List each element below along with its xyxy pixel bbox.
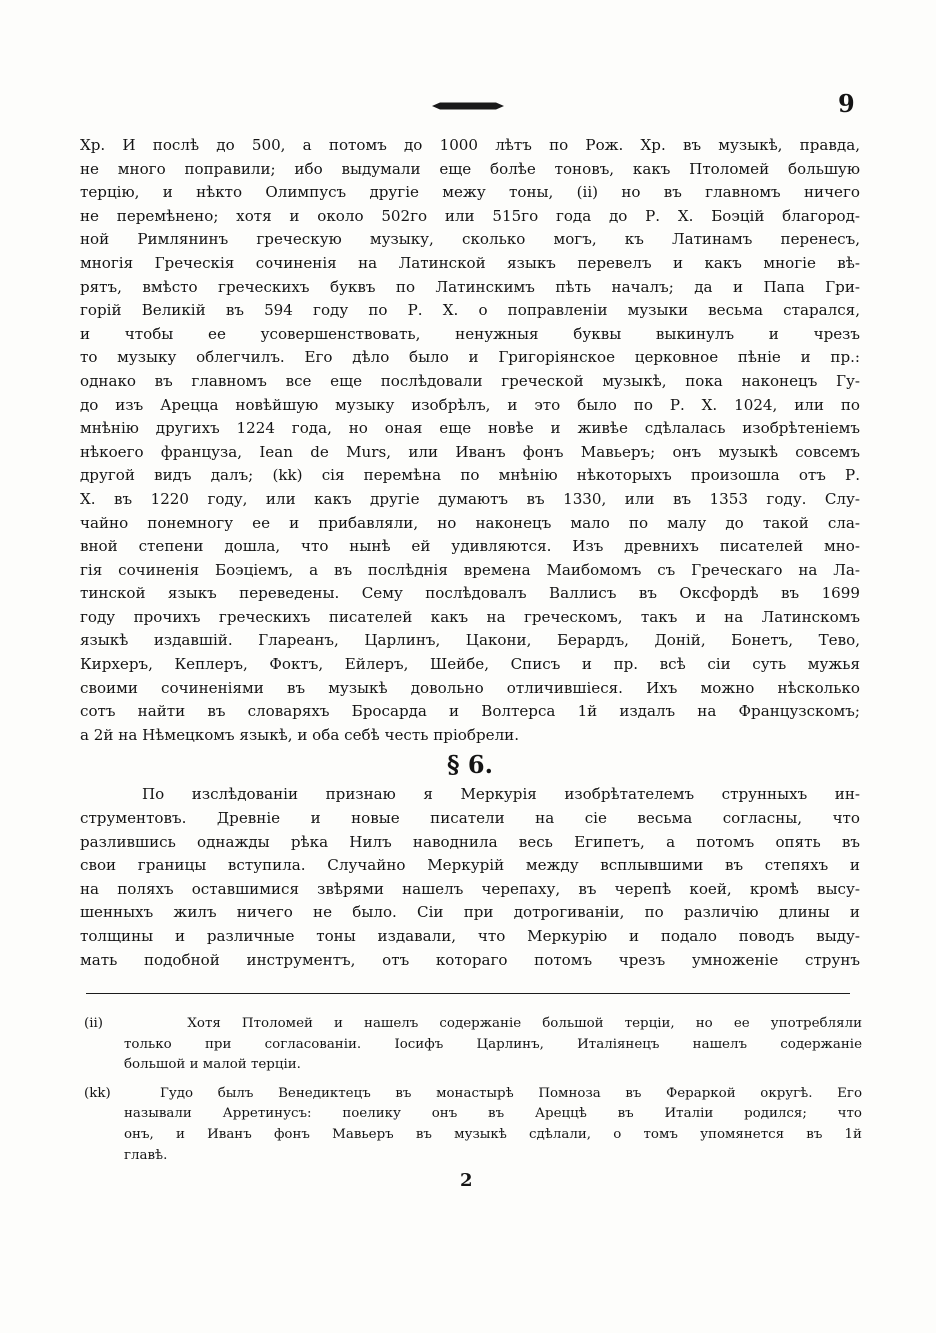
text-line: до изъ Арецца новѣйшую музыку изобрѣлъ, и это было по Р. Х. 1024, или по: [80, 395, 860, 414]
text-line: разлившись однажды рѣка Нилъ наводнила весь Египетъ, а потомъ опять въ: [80, 832, 860, 851]
footnote-line: главѣ.: [124, 1147, 168, 1163]
text-line: вной степени дошла, что нынѣ ей удивляются. Изъ древнихъ писателей мно-: [80, 537, 860, 556]
text-line: Х. въ 1220 году, или какъ другіе думаютъ въ 1330, или въ 1353 году. Слу-: [80, 489, 860, 508]
text-line: языкѣ издавшій. Глареанъ, Царлинъ, Цакони, Берардъ, Доній, Бонетъ, Тево,: [80, 631, 860, 650]
text-line: однако въ главномъ все еще послѣдовали греческой музыкѣ, пока наконецъ Гу-: [80, 371, 860, 390]
text-line: другой видъ далъ; (kk) сія перемѣна по мнѣнію нѣкоторыхъ произошла отъ Р.: [80, 466, 860, 485]
footnote-text: Хотя Птоломей и нашелъ содержаніе большой терціи, но ее употребляли: [187, 1016, 862, 1031]
text-line: струментовъ. Древніе и новые писатели на сіе весьма согласны, что: [80, 809, 860, 828]
text-line: толщины и различные тоны издавали, что Меркурію и подало поводъ выду-: [80, 927, 860, 945]
text-line: и чтобы ее усовершенствовать, ненужныя буквы выкинулъ и чрезъ: [80, 324, 860, 343]
footnote-text: Гудо былъ Венедиктецъ въ монастырѣ Помноза въ Фераркой округѣ. Его: [160, 1085, 862, 1101]
text-line: году прочихъ греческихъ писателей какъ на греческомъ, такъ и на Латинскомъ: [80, 607, 860, 626]
footnote-marker: (kk): [84, 1085, 111, 1101]
text-line: По изслѣдованіи признаю я Меркурія изобрѣтателемъ струнныхъ ин-: [142, 785, 860, 804]
text-line: горій Великій въ 594 году по Р. Х. о поправленіи музыки весьма старался,: [80, 301, 860, 320]
text-line: а 2й на Нѣмецкомъ языкѣ, и оба себѣ честь пріобрели.: [80, 725, 520, 744]
footnote-divider: [86, 993, 850, 994]
text-line: чайно понемногу ее и прибавляли, но наконецъ мало по малу до такой сла-: [80, 513, 860, 532]
footnote-line: [84, 1084, 862, 1105]
footnote-marker: (ii): [84, 1016, 104, 1031]
footnotes-block: [84, 1014, 862, 1166]
footnote-line: только при согласованіи. Іосифъ Царлинъ, Италіянецъ нашелъ содержаніе: [124, 1036, 862, 1052]
footnote-line: [84, 1014, 862, 1035]
footnote-kk: [84, 1084, 862, 1166]
text-line: не много поправили; ибо выдумали еще болѣе тоновъ, какъ Птоломей большую: [80, 159, 860, 178]
footnote-line: называли Арретинусъ: поелику онъ въ Ареццѣ въ Италіи родился; что: [124, 1106, 862, 1122]
text-line: сотъ найти въ словаряхъ Бросарда и Волтерса 1й издалъ на Французскомъ;: [80, 702, 860, 721]
sheet-signature: 2: [460, 1170, 473, 1191]
text-line: не перемѣнено; хотя и около 502го или 515го года до Р. Х. Боэцій благород-: [80, 206, 860, 225]
main-text-block: [80, 134, 860, 972]
page-number: 9: [838, 89, 855, 118]
text-line: Хр. И послѣ до 500, а потомъ до 1000 лѣтъ по Рож. Хр. въ музыкѣ, правда,: [80, 136, 860, 154]
text-line: ной Римлянинъ греческую музыку, сколько могъ, къ Латинамъ перенесъ,: [80, 230, 860, 249]
header-ornament-rule: [432, 101, 504, 111]
text-line: своими сочиненіями въ музыкѣ довольно отличившіеся. Ихъ можно нѣсколько: [80, 678, 860, 697]
text-line: Кирхеръ, Кеплеръ, Фоктъ, Ейлеръ, Шейбе, Списъ и пр. всѣ сіи суть мужья: [80, 655, 860, 674]
text-line: то музыку облегчилъ. Его дѣло было и Григоріянское церковное пѣніе и пр.:: [80, 348, 860, 367]
text-line: мнѣнію другихъ 1224 года, но оная еще новѣе и живѣе сдѣлалась изобрѣтеніемъ: [80, 419, 860, 438]
footnote-line: большой и малой терціи.: [124, 1057, 301, 1073]
text-line: терцію, и нѣкто Олимпусъ другіе межу тоны, (ii) но въ главномъ ничего: [80, 183, 860, 202]
footnote-line: онъ, и Иванъ фонъ Мавьеръ въ музыкѣ сдѣлали, о томъ упомянется въ 1й: [124, 1126, 862, 1142]
text-line: шенныхъ жилъ ничего не было. Сіи при дотрогиваніи, по различію длины и: [80, 903, 860, 922]
text-line: тинской языкъ переведены. Сему послѣдовалъ Валлисъ въ Оксфордѣ въ 1699: [80, 584, 860, 603]
text-line: рятъ, вмѣсто греческихъ буквъ по Латинскимъ пѣть началъ; да и Папа Гри-: [80, 277, 860, 296]
text-line: гія сочиненія Боэціемъ, а въ послѣднія времена Маибомомъ съ Греческаго на Ла-: [80, 560, 860, 579]
section-heading: § 6.: [447, 750, 493, 780]
footnote-ii: [84, 1014, 862, 1076]
text-line: нѣкоего француза, Iean de Murs, или Иванъ фонъ Мавьеръ; онъ музыкѣ совсемъ: [80, 442, 860, 461]
text-line: многія Греческія сочиненія на Латинской языкъ перевелъ и какъ многіе вѣ-: [80, 253, 860, 272]
text-line: на поляхъ оставшимися звѣрями нашелъ черепаху, въ черепѣ коей, кромѣ высу-: [80, 879, 860, 898]
text-line: свои границы вступила. Случайно Меркурій между всплывшими въ степяхъ и: [80, 856, 860, 875]
text-line: мать подобной инструментъ, отъ котораго потомъ чрезъ умноженіе струнъ: [80, 950, 860, 969]
